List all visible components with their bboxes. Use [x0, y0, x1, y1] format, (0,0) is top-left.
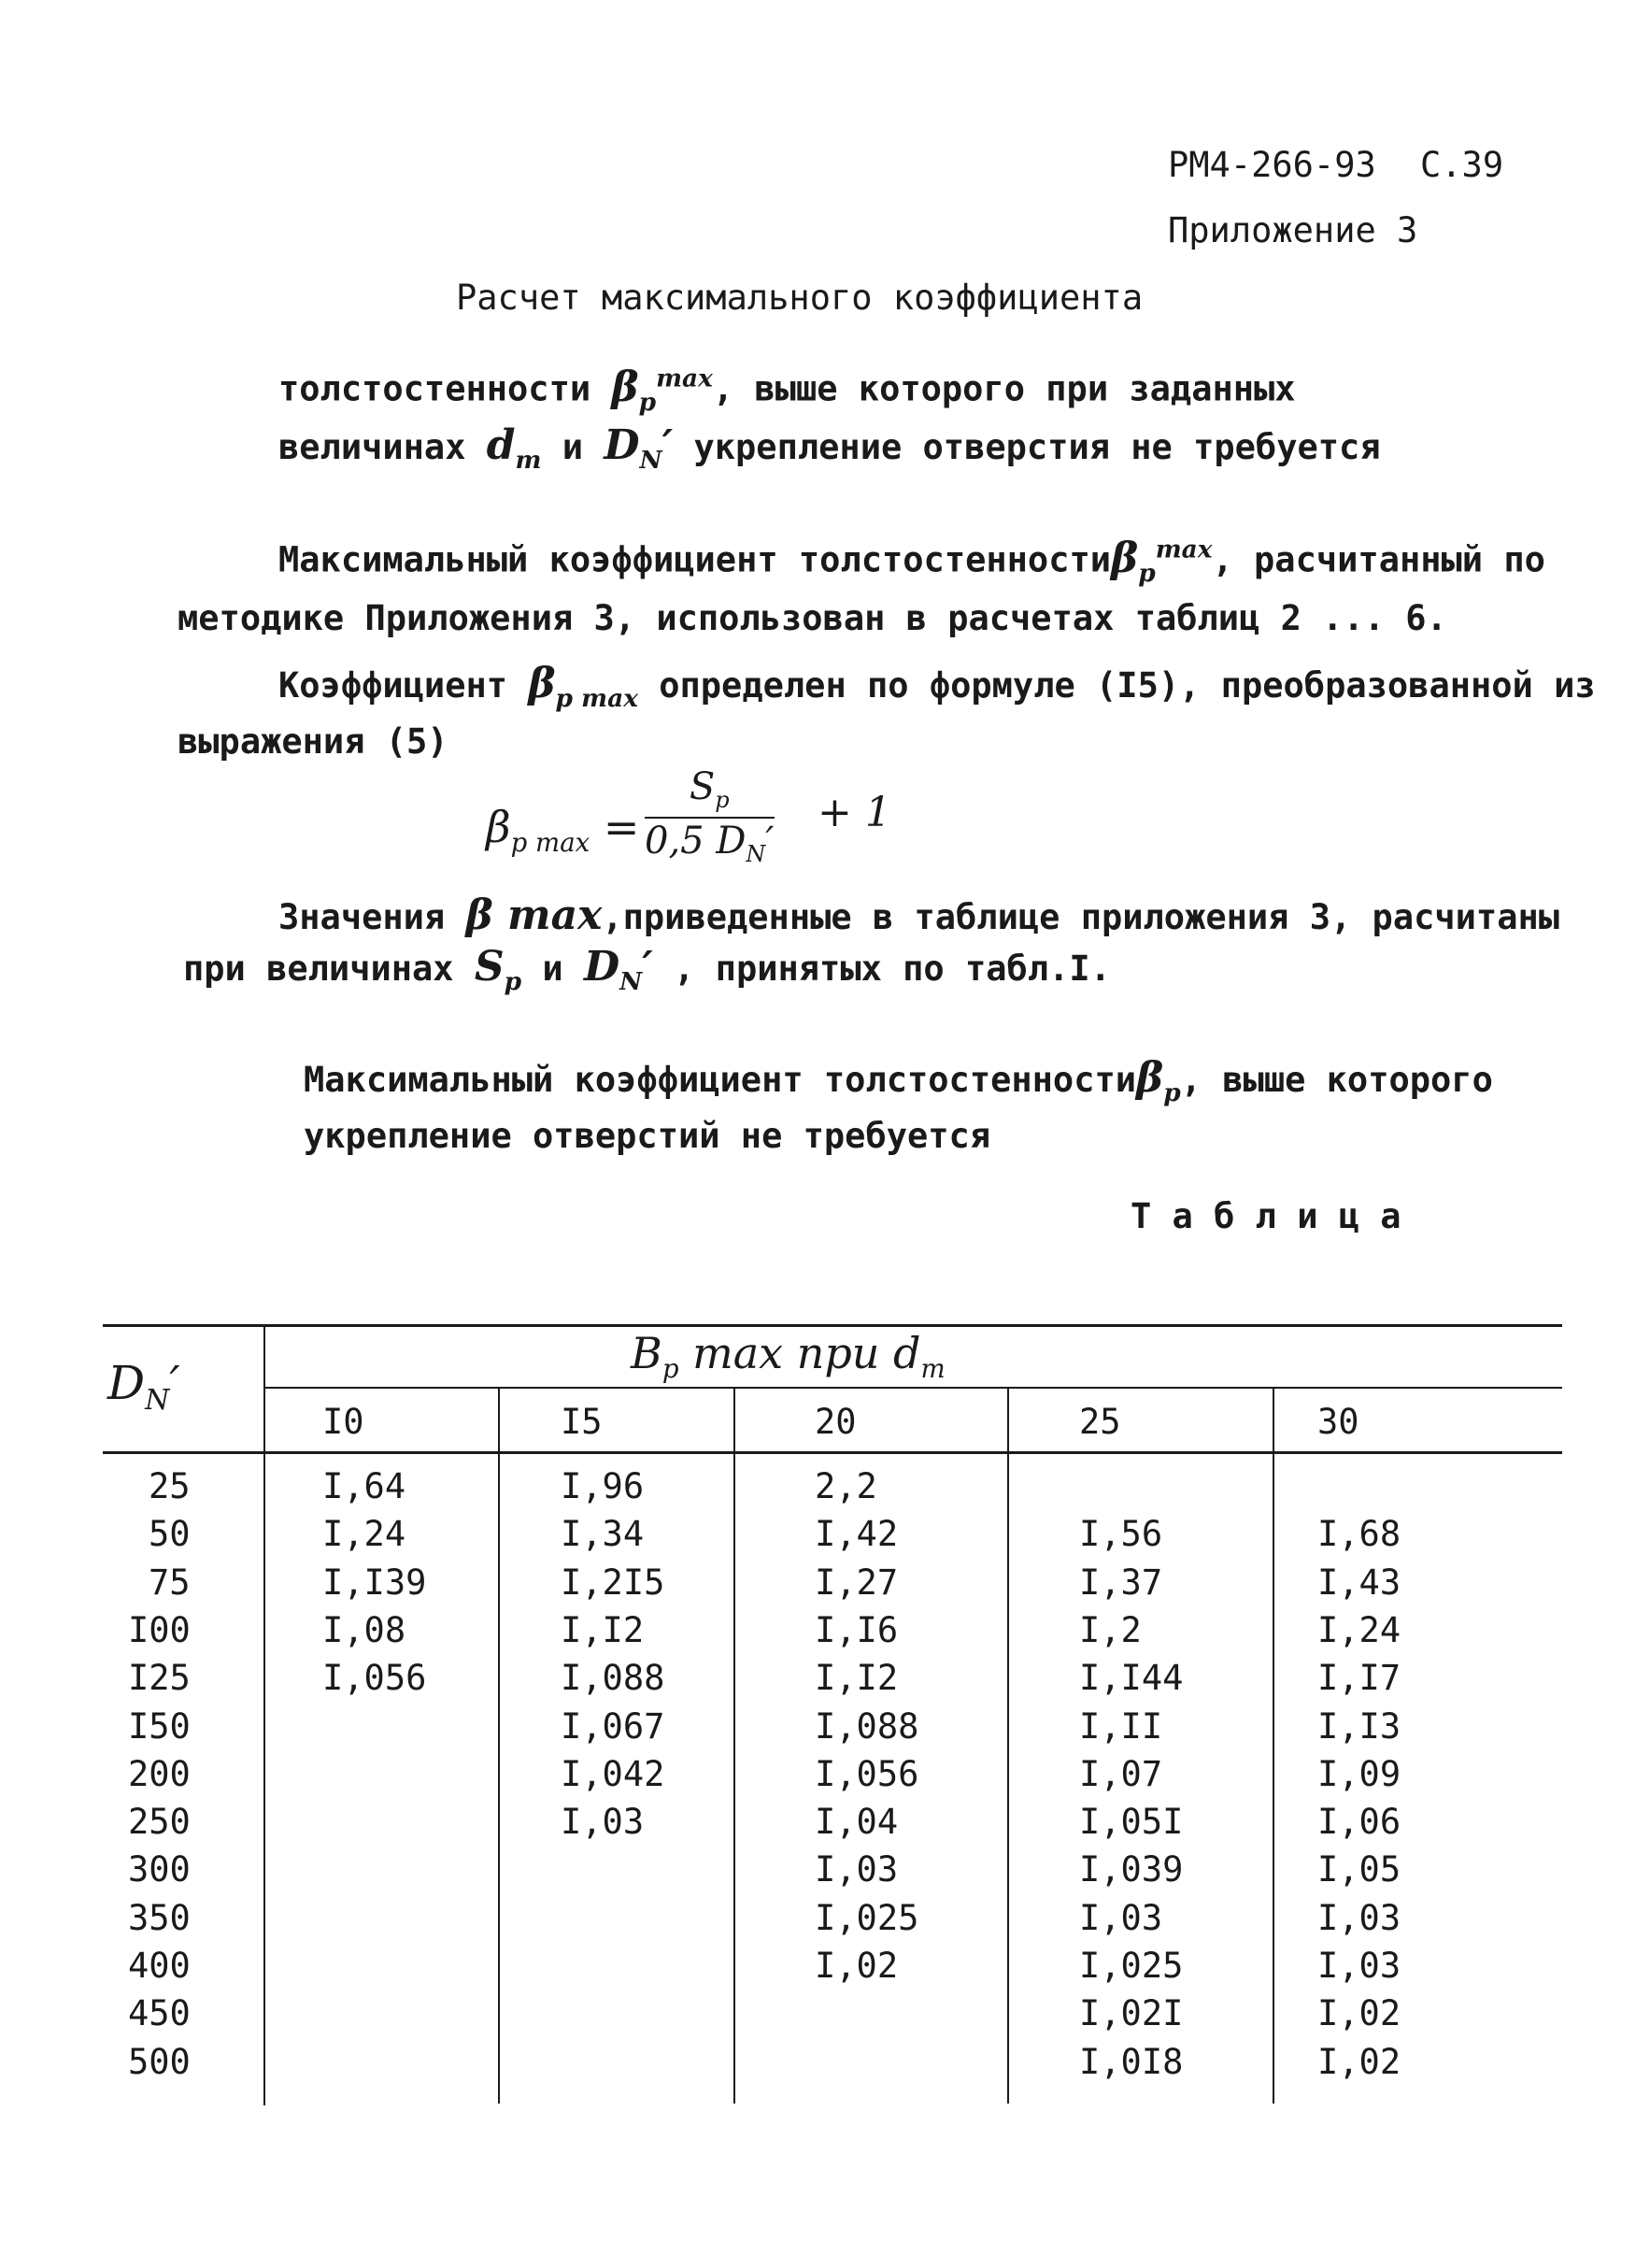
formula-lhs: $\beta_{p max}$ = — [486, 802, 640, 859]
table-cell: I,I44 — [1079, 1658, 1184, 1699]
page-number: С.39 — [1420, 145, 1504, 185]
table-cell: I,34 — [561, 1514, 645, 1555]
column-header: I0 — [322, 1402, 364, 1442]
table-cell: I,02 — [815, 1946, 899, 1986]
para2-line-2: выражения (5) — [178, 721, 448, 762]
row-dn-value: 25 — [149, 1466, 191, 1506]
dm-symbol: $d_m$ — [486, 421, 542, 475]
table-cell: I,I39 — [322, 1562, 427, 1603]
table-cell: I,056 — [322, 1658, 427, 1699]
row-dn-value: 450 — [128, 1993, 191, 2034]
column-header: 25 — [1079, 1402, 1121, 1442]
beta-p-max-symbol: $\beta_p^{max}$ — [611, 363, 713, 417]
title-line-2: толстостенности $\beta_p^{max}$, выше которого при заданных — [278, 363, 1296, 417]
table-cell: I,2 — [1079, 1609, 1142, 1650]
beta-p-max-symbol: $\beta_p^{max}$ — [1111, 534, 1213, 588]
table-cell: I,067 — [561, 1705, 665, 1747]
table-cell: I,27 — [815, 1562, 899, 1603]
title-line-1: Расчет максимального коэффициента — [456, 278, 1144, 318]
table-cell: I,05 — [1317, 1849, 1401, 1890]
table-cell: I,088 — [815, 1705, 919, 1747]
row-dn-value: 200 — [128, 1753, 191, 1794]
table-cell: I,43 — [1317, 1562, 1401, 1603]
dn-symbol: $D_N'$ — [583, 943, 653, 996]
table-cell: I,I6 — [815, 1609, 899, 1650]
table-cell: I,02 — [1317, 1993, 1401, 2034]
row-dn-value: 250 — [128, 1802, 191, 1843]
beta-p-symbol: $\beta_p$ — [1136, 1054, 1181, 1107]
column-header: I5 — [561, 1402, 603, 1442]
row-dn-value: 300 — [128, 1849, 191, 1890]
table-caption-line-1: Максимальный коэффициент толстостенностиβ$_p$, выше которого — [304, 1054, 1493, 1107]
formula-fraction — [645, 765, 775, 867]
table-cell: I,06 — [1317, 1802, 1401, 1843]
para3-line-2: при величинах $S_p$ и $D_N'$ , принятых по табл.I. — [183, 943, 1111, 996]
group-header-beta-max: $B_p$ max при $d_m$ — [631, 1328, 946, 1385]
para1-line-1: Максимальный коэффициент толстостенностиβ$_p^{max}$, расчитанный по — [278, 534, 1545, 588]
row-dn-value: I00 — [128, 1609, 191, 1650]
table-cell: I,24 — [1317, 1609, 1401, 1650]
table-cell: I,03 — [1317, 1946, 1401, 1986]
table-cell: I,08 — [322, 1609, 406, 1650]
table-cell: I,02 — [1317, 2041, 1401, 2082]
table-cell: I,05I — [1079, 1802, 1184, 1843]
column-header: 30 — [1317, 1402, 1359, 1442]
table-cell: I,025 — [815, 1897, 919, 1938]
formula-denominator: 0,5 $D_N'$ — [645, 820, 775, 867]
row-dn-value: I25 — [128, 1658, 191, 1699]
row-dn-value: 75 — [149, 1562, 191, 1603]
para1-line-2: методике Приложения 3, использован в расчетах таблиц 2 ... 6. — [178, 598, 1447, 638]
row-dn-value: 350 — [128, 1897, 191, 1938]
table-cell: I,09 — [1317, 1753, 1401, 1794]
table-cell: I,56 — [1079, 1514, 1163, 1555]
row-dn-value: I50 — [128, 1705, 191, 1747]
table-cell: I,42 — [815, 1514, 899, 1555]
appendix-label: Приложение 3 — [1168, 210, 1418, 250]
table-cell: I,03 — [1079, 1897, 1163, 1938]
table-cell: I,056 — [815, 1753, 919, 1794]
table-cell: I,039 — [1079, 1849, 1184, 1890]
row-dn-value: 50 — [149, 1514, 191, 1555]
table-cell: I,96 — [561, 1466, 645, 1506]
sp-symbol: $S_p$ — [474, 943, 522, 996]
table-cell: I,I7 — [1317, 1658, 1401, 1699]
table-cell: I,I3 — [1317, 1705, 1401, 1747]
table-cell: I,04 — [815, 1802, 899, 1843]
table-cell: I,042 — [561, 1753, 665, 1794]
row-header-divider — [263, 1325, 265, 2105]
table-cell: I,07 — [1079, 1753, 1163, 1794]
column-divider-4 — [1273, 1389, 1274, 2104]
table-cell: I,03 — [815, 1849, 899, 1890]
para2-line-1: Коэффициент $\beta_{p max}$ определен по формуле (I5), преобразованной из — [278, 660, 1596, 713]
beta-max-symbol: β max — [465, 892, 603, 939]
dn-symbol: $D_N'$ — [604, 421, 674, 475]
row-dn-value: 500 — [128, 2041, 191, 2082]
table-cell: I,24 — [322, 1514, 406, 1555]
table-cell: I,64 — [322, 1466, 406, 1506]
title-line-3: величинах $d_m$ и $D_N'$ укрепление отверстия не требуется — [278, 421, 1381, 475]
table-cell: I,03 — [1317, 1897, 1401, 1938]
table-cell: I,02I — [1079, 1993, 1184, 2034]
beta-p-max-symbol: $\beta_{p max}$ — [528, 660, 638, 713]
table-cell: I,0I8 — [1079, 2041, 1184, 2082]
table-top-rule — [103, 1324, 1562, 1327]
column-divider-2 — [733, 1389, 735, 2104]
formula-numerator: $S_p$ — [645, 768, 775, 819]
table-cell: I,03 — [561, 1802, 645, 1843]
header-bottom-rule — [103, 1451, 1562, 1454]
table-cell: I,II — [1079, 1705, 1163, 1747]
table-cell: I,025 — [1079, 1946, 1184, 1986]
table-cell: I,68 — [1317, 1514, 1401, 1555]
row-dn-value: 400 — [128, 1946, 191, 1986]
formula-tail: + 1 — [818, 789, 891, 836]
table-cell: I,088 — [561, 1658, 665, 1699]
table-cell: I,I2 — [815, 1658, 899, 1699]
document-code: РМ4-266-93 — [1168, 145, 1376, 185]
table-cell: I,2I5 — [561, 1562, 665, 1603]
para3-line-1: Значения β max,приведенные в таблице приложения 3, расчитаны — [278, 892, 1560, 939]
table-label: Т а б л и ц а — [1131, 1196, 1401, 1236]
column-divider-3 — [1007, 1389, 1009, 2104]
table-cell: I,I2 — [561, 1609, 645, 1650]
table-cell: 2,2 — [815, 1466, 877, 1506]
group-header-rule — [263, 1387, 1562, 1389]
column-header: 20 — [815, 1402, 857, 1442]
column-divider-1 — [498, 1389, 500, 2104]
table-cell: I,37 — [1079, 1562, 1163, 1603]
row-header-dn: $D_N'$ — [107, 1356, 180, 1417]
table-caption-line-2: укрепление отверстий не требуется — [304, 1116, 991, 1156]
